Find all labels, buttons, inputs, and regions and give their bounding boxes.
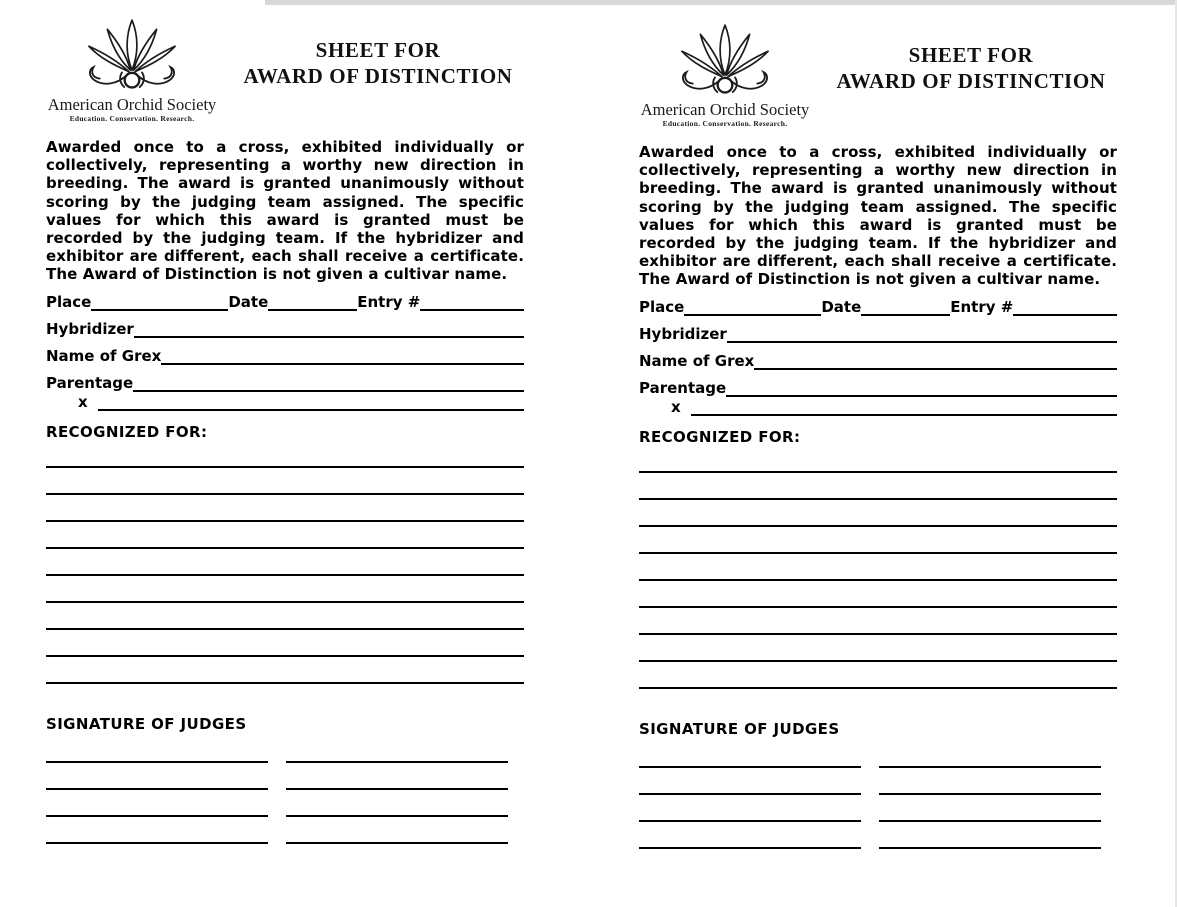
award-description: Awarded once to a cross, exhibited individually or collectively, representing a worthy new direction in breeding. The award is granted unanimously without scoring by the judging team assigned. The specific values for which this award is granted must be recorded by the judging team. If the hybridizer and exhibitor are different, each shall receive a certificate. The Award of Distinction is not given a cultivar name. xyxy=(46,138,524,284)
field-row-place-date-entry xyxy=(639,289,1117,316)
award-form xyxy=(639,0,1117,847)
grex-label: Name of Grex xyxy=(639,351,755,370)
hybridizer-blank xyxy=(727,316,1117,343)
judge-signature-blank xyxy=(639,766,861,795)
signature-heading: SIGNATURE OF JUDGES xyxy=(639,719,840,738)
org-tagline: Education. Conservation. Research. xyxy=(69,114,195,123)
recognized-blank-line xyxy=(639,527,1117,554)
cross-blank xyxy=(98,392,524,411)
field-row-grex xyxy=(639,343,1117,370)
form-page-right xyxy=(588,0,1177,907)
field-row-parentage xyxy=(639,370,1117,397)
recognized-blank-line xyxy=(639,473,1117,500)
hybridizer-blank xyxy=(134,311,524,338)
recognized-blank-line xyxy=(46,441,524,468)
entry-label: Entry # xyxy=(357,292,421,311)
form-title-line2: AWARD OF DISTINCTION xyxy=(836,69,1106,93)
recognized-blank-line xyxy=(639,635,1117,662)
signature-row xyxy=(46,734,524,761)
date-label: Date xyxy=(228,292,269,311)
recognized-blank-line xyxy=(639,608,1117,635)
field-row-parentage xyxy=(46,365,524,392)
judge-signature-blank xyxy=(46,734,268,763)
judge-signature-blank xyxy=(639,820,861,849)
place-blank xyxy=(91,284,228,311)
signature-heading: SIGNATURE OF JUDGES xyxy=(46,714,247,733)
recognized-blank-line xyxy=(46,657,524,684)
org-name: American Orchid Society xyxy=(47,95,217,114)
form-title-line1: SHEET FOR xyxy=(315,38,441,62)
entry-blank xyxy=(1013,289,1117,316)
parentage-label: Parentage xyxy=(639,378,727,397)
recognized-blank-line xyxy=(46,549,524,576)
signature-row xyxy=(639,793,1117,820)
entry-label: Entry # xyxy=(950,297,1014,316)
cross-label: x xyxy=(78,392,88,411)
recognized-blank-line xyxy=(639,500,1117,527)
judge-signature-blank xyxy=(46,761,268,790)
hybridizer-label: Hybridizer xyxy=(639,324,727,343)
recognized-for-lines xyxy=(639,446,1117,689)
recognized-for-lines xyxy=(46,441,524,684)
orchid-flower-icon xyxy=(82,17,182,94)
judge-signature-blank xyxy=(639,739,861,768)
cross-label: x xyxy=(671,397,681,416)
signature-row xyxy=(639,739,1117,766)
field-row-place-date-entry xyxy=(46,284,524,311)
judge-signature-blank xyxy=(46,815,268,844)
recognized-blank-line xyxy=(639,662,1117,689)
cross-blank xyxy=(691,397,1117,416)
org-name: American Orchid Society xyxy=(640,100,810,119)
signature-row xyxy=(46,788,524,815)
judge-signature-blank xyxy=(286,761,508,790)
judge-signature-blank xyxy=(879,766,1101,795)
signature-lines xyxy=(46,734,524,842)
form-title-line2: AWARD OF DISTINCTION xyxy=(243,64,513,88)
recognized-blank-line xyxy=(46,468,524,495)
grex-label: Name of Grex xyxy=(46,346,162,365)
field-row-hybridizer xyxy=(46,311,524,338)
date-blank xyxy=(268,284,357,311)
entry-blank xyxy=(420,284,524,311)
grex-blank xyxy=(754,343,1117,370)
parentage-label: Parentage xyxy=(46,373,134,392)
orchid-flower-icon xyxy=(675,22,775,99)
parentage-blank xyxy=(726,370,1117,397)
judge-signature-blank xyxy=(879,793,1101,822)
judge-signature-blank xyxy=(46,788,268,817)
recognized-blank-line xyxy=(46,630,524,657)
signature-row xyxy=(639,820,1117,847)
aos-logo xyxy=(46,17,218,131)
form-title xyxy=(811,22,1117,136)
recognized-blank-line xyxy=(46,495,524,522)
form-header xyxy=(639,22,1117,136)
form-page-left xyxy=(0,0,588,907)
signature-row xyxy=(639,766,1117,793)
form-title xyxy=(218,17,524,131)
signature-row xyxy=(46,761,524,788)
place-blank xyxy=(684,289,821,316)
award-description: Awarded once to a cross, exhibited individually or collectively, representing a worthy new direction in breeding. The award is granted unanimously without scoring by the judging team assigned. The specific values for which this award is granted must be recorded by the judging team. If the hybridizer and exhibitor are different, each shall receive a certificate. The Award of Distinction is not given a cultivar name. xyxy=(639,143,1117,289)
recognized-blank-line xyxy=(639,581,1117,608)
recognized-for-heading: RECOGNIZED FOR: xyxy=(639,427,801,446)
recognized-blank-line xyxy=(639,554,1117,581)
date-label: Date xyxy=(821,297,862,316)
field-row-cross xyxy=(46,392,524,411)
form-header xyxy=(46,17,524,131)
recognized-for-heading: RECOGNIZED FOR: xyxy=(46,422,208,441)
signature-lines xyxy=(639,739,1117,847)
recognized-blank-line xyxy=(639,446,1117,473)
judge-signature-blank xyxy=(639,793,861,822)
field-row-grex xyxy=(46,338,524,365)
aos-logo xyxy=(639,22,811,136)
recognized-blank-line xyxy=(46,522,524,549)
hybridizer-label: Hybridizer xyxy=(46,319,134,338)
place-label: Place xyxy=(46,292,92,311)
judge-signature-blank xyxy=(286,788,508,817)
field-row-cross xyxy=(639,397,1117,416)
parentage-blank xyxy=(133,365,524,392)
place-label: Place xyxy=(639,297,685,316)
field-row-hybridizer xyxy=(639,316,1117,343)
judge-signature-blank xyxy=(286,815,508,844)
judge-signature-blank xyxy=(879,739,1101,768)
signature-row xyxy=(46,815,524,842)
grex-blank xyxy=(161,338,524,365)
form-title-line1: SHEET FOR xyxy=(908,43,1034,67)
judge-signature-blank xyxy=(286,734,508,763)
date-blank xyxy=(861,289,950,316)
recognized-blank-line xyxy=(46,576,524,603)
org-tagline: Education. Conservation. Research. xyxy=(662,119,788,128)
judge-signature-blank xyxy=(879,820,1101,849)
recognized-blank-line xyxy=(46,603,524,630)
award-form xyxy=(46,0,524,842)
